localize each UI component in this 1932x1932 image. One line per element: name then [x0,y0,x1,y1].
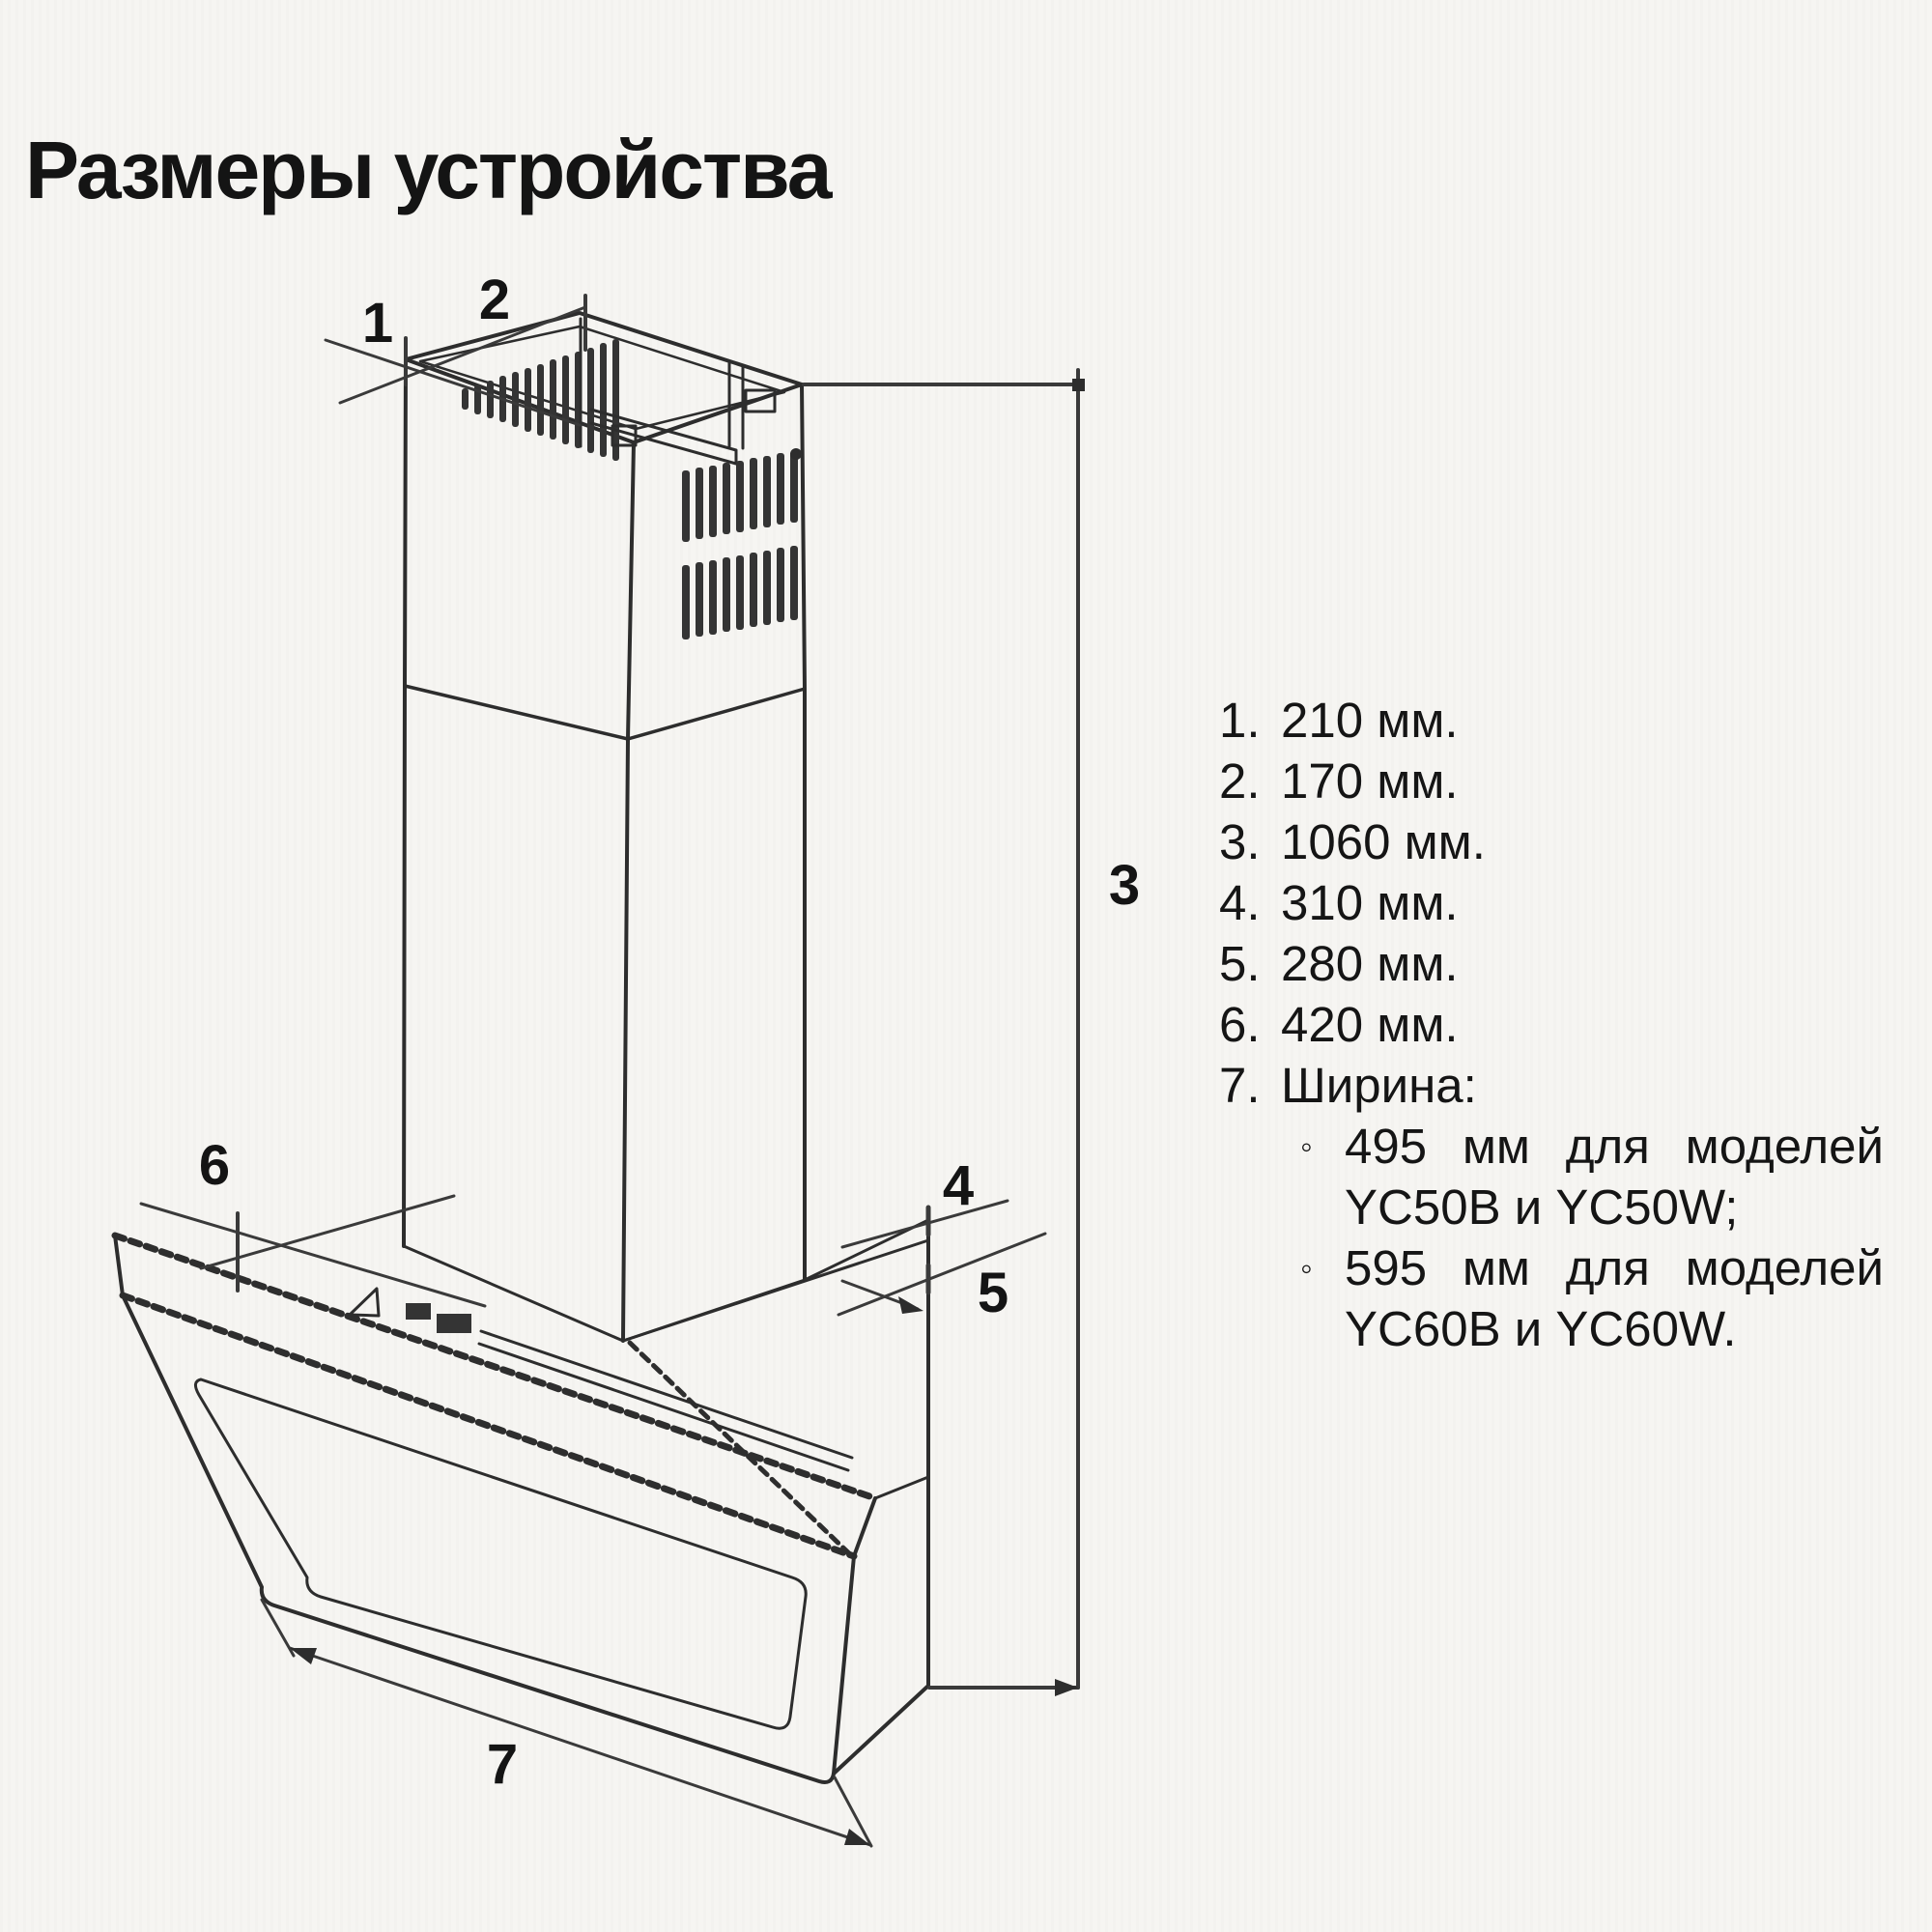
legend-item-1 [1219,690,1895,751]
dim-line-7 [262,1600,871,1846]
dim-line-3 [804,370,1085,1696]
legend-subitem-width-60 [1219,1237,1895,1359]
handle-slot [479,1331,852,1470]
screw-dot [790,448,802,460]
callout-7: 7 [486,1733,519,1796]
legend-item-2 [1219,751,1895,811]
control-detail [406,1303,431,1320]
control-detail [437,1314,471,1333]
legend-item-7 [1219,1055,1895,1116]
legend-item-value: 280 мм. [1281,936,1459,991]
bullet-icon: ◦ [1300,1126,1313,1166]
legend [1219,690,1895,1359]
chimney-outline [404,313,805,1341]
callout-5: 5 [977,1262,1009,1324]
callout-2: 2 [478,269,511,331]
side-vent-grille [682,448,802,639]
callout-4: 4 [942,1154,975,1217]
callout-1: 1 [361,292,394,355]
legend-item-value: 210 мм. [1281,693,1459,748]
legend-item-3 [1219,811,1895,872]
legend-subitem-width-50 [1219,1116,1895,1237]
dim-line-6 [141,1196,485,1306]
legend-item-6 [1219,994,1895,1055]
legend-item-number: 6. [1219,997,1261,1052]
legend-item-number: 4. [1219,875,1261,930]
legend-item-number: 5. [1219,936,1261,991]
legend-item-value: 420 мм. [1281,997,1459,1052]
hood-body [115,1216,928,1782]
legend-item-number: 3. [1219,814,1261,869]
legend-subitem-line: 595 мм для моделей [1345,1240,1884,1295]
top-vent-slats [462,339,619,461]
bullet-icon: ◦ [1300,1248,1313,1288]
legend-item-value: Ширина: [1281,1058,1477,1113]
legend-item-value: 310 мм. [1281,875,1459,930]
legend-item-number: 1. [1219,693,1261,748]
legend-subitem-line: YC50B и YC50W; [1345,1179,1739,1235]
page-title: Размеры устройства [25,125,831,215]
dim-line-5 [838,1234,1045,1315]
legend-subitem-line: 495 мм для моделей [1345,1119,1884,1174]
legend-subitem-line: YC60B и YC60W. [1345,1301,1737,1356]
legend-item-5 [1219,933,1895,994]
callout-3: 3 [1108,854,1141,917]
legend-item-4 [1219,872,1895,933]
callout-6: 6 [198,1134,231,1197]
legend-item-number: 7. [1219,1058,1261,1113]
legend-item-value: 170 мм. [1281,753,1459,809]
damper-detail [581,319,775,464]
control-detail-triangle [350,1289,379,1316]
legend-item-number: 2. [1219,753,1261,809]
legend-item-value: 1060 мм. [1281,814,1486,869]
glass-panel [123,1295,854,1782]
